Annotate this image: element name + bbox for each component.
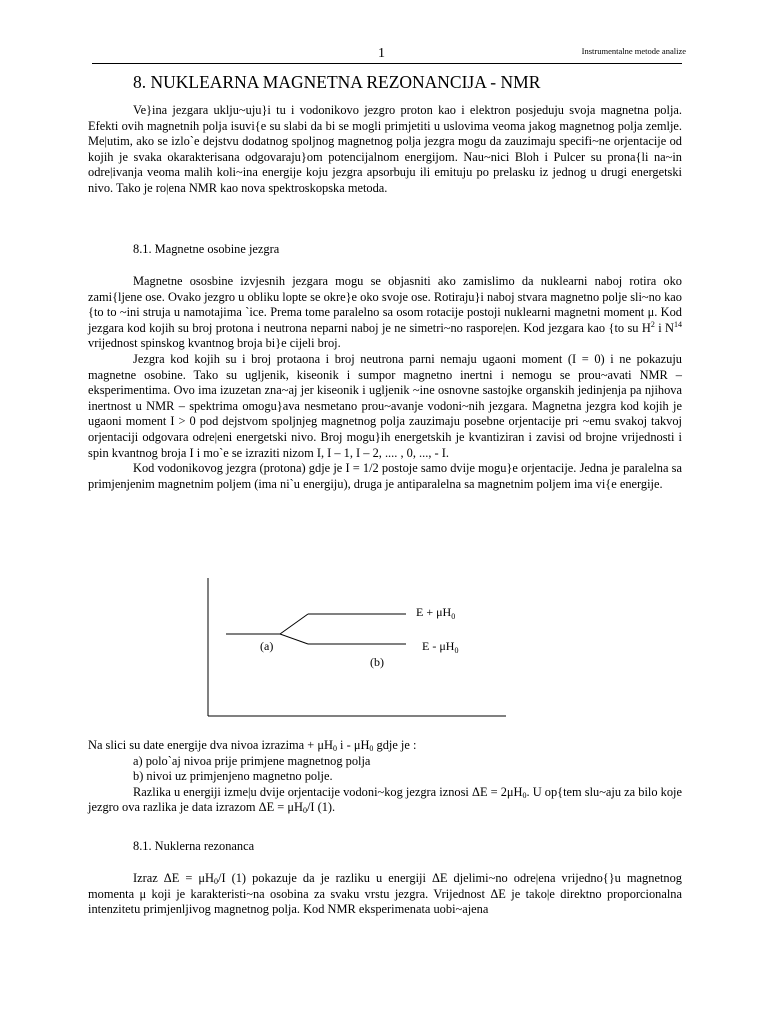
caption-block [88,738,682,816]
upper-level-label: $E + \mu H_0$ [416,605,456,621]
label-b: (b) [370,655,384,669]
caption-item-b: b) nivoi uz primjenjeno magnetno polje. [133,769,333,784]
chapter-title: 8. NUKLEARNA MAGNETNA REZONANCIJA - NMR [133,72,541,92]
intro-block [88,103,682,197]
running-header: Instrumentalne metode analize [581,46,686,56]
section1-paragraph-1: Magnetne ososbine izvjesnih jezgara mogu se objasniti ako zamislimo da nuklearni naboj rotira oko zami{ljene ose. Ovako jezgro u obliku lopte se okre}e oko svoje ose. Rotiraju}i naboj stvara magnetno polje sli~no kao {to to ~ini struja u namotajima `ice. Prema tome paralelno sa osom rotacije postoji nuklearni magnetni moment μ. Kod jezgara kod kojih su broj protona i neutrona neparni naboj je ne simetri~no raspore|en. Kod jezgara kao {to su $H^2$ i $N^{14}$ vrijednost spinskog kvantnog broja bi}e cijeli broj. [88,274,682,351]
header-rule [92,63,682,64]
page-number: 1 [378,46,385,61]
caption-paragraph: Razlika u energiji izme|u dvije orjentacije vodoni~kog jezgra iznosi $\Delta E = 2\mu H_0$. U op{tem slu~aju za bilo koje jezgro ova razlika je data izrazom $\Delta E = \mu H_0/I$ (1). [88,784,682,816]
section1-paragraph-2: Jezgra kod kojih su i broj protaona i broj neutrona parni nemaju ugaoni moment (I = 0) i ne pokazuju magnetne osobine. Tako su ugljenik, kiseonik i sumpor magnetno inertni i nemogu se prou~avati NMR – eksperimentima. Ovo ima izuzetan zna~aj jer kiseonik i ugljenik ~ine osnovne sastojke organskih jedinjenja pa njihova inertnost u NMR – spektrima omogu}ava nesmetano prou~avanje vodoni~nih jezgara. Magnetna jezgra kod kojih je ugaoni moment I > 0 pod dejstvom spoljnjeg magnetnog polja zauzimaju posebne orjentacije pri ~emu svakoj takvoj orjentaciji odgovara odre|eni energetski nivo. Broj mogu}ih energetskih je kvantiziran i zavisi od brojne vrijednosti i spin kvantnog broja I i mo`e se izraziti nizom I, I – 1, I – 2, .... , 0, ..., - I. [88,351,682,460]
split-branch-lower [280,634,308,644]
split-branch-upper [280,614,308,634]
section1-paragraph-3: Kod vodonikovog jezgra (protona) gdje je I = 1/2 postoje samo dvije mogu}e orjentacije. Jedna je paralelna sa primjenjenim magnetnim poljem (ima ni`u energiju), druga je antiparalelna sa magnetnim poljem ima vi{e energije. [88,461,682,491]
energy-level-diagram [200,570,520,725]
label-a: (a) [260,639,274,653]
intro-paragraph: Ve}ina jezgara uklju~uju}i tu i vodonikovo jezgro proton kao i elektron posjeduju svoja magnetna polja. Efekti ovih magnetnih polja isuvi{e su slabi da bi se mogli primjetiti u uslovima veoma jakog magnetnog polja zemlje. Me|utim, ako se izlo`e dejstvu dodatnog spoljnog magnetnog polja jezgra mogu da zauzimaju specifi~ne orjentacije od kojih je svaka okarakterisana odgovaraju}om potencijalnom energijom. Nau~nici Bloh i Pulcer su prona{li na~in odre|ivanja veoma malih koli~ina energije koju jezgra apsorbuju ili emituju po prelasku iz jednog u drugi energetski nivo. Tako je ro|ena NMR kao nova spektroskopska metoda. [88,103,682,195]
section2-block [88,871,682,918]
caption-intro: Na slici su date energije dva nivoa izrazima + $\mu H_0$ i - $\mu H_0$ gdje je : [88,738,417,753]
caption-item-a: a) polo`aj nivoa prije primjene magnetnog polja [133,753,371,768]
section-heading-magnetic-properties: 8.1. Magnetne osobine jezgra [133,242,280,256]
lower-level-label: E - $\mu H_0$ [422,639,459,655]
section1-block [88,274,682,492]
section2-paragraph: Izraz $\Delta E = \mu H_0/I$ (1) pokazuje da je razliku u energiji ΔE djelimi~no odre|ena vrijedno{}u magnetnog momenta μ koji je karakteristi~na osobina za svaku vrstu jezgra. Vrijednost ΔE je tako|e direktno proporcionalna intenzitetu primjenljivog magnetnog polja. Kod NMR eksperimenata uobi~ajena [88,871,682,917]
section-heading-nuclear-resonance: 8.1. Nuklerna rezonanca [133,839,255,853]
